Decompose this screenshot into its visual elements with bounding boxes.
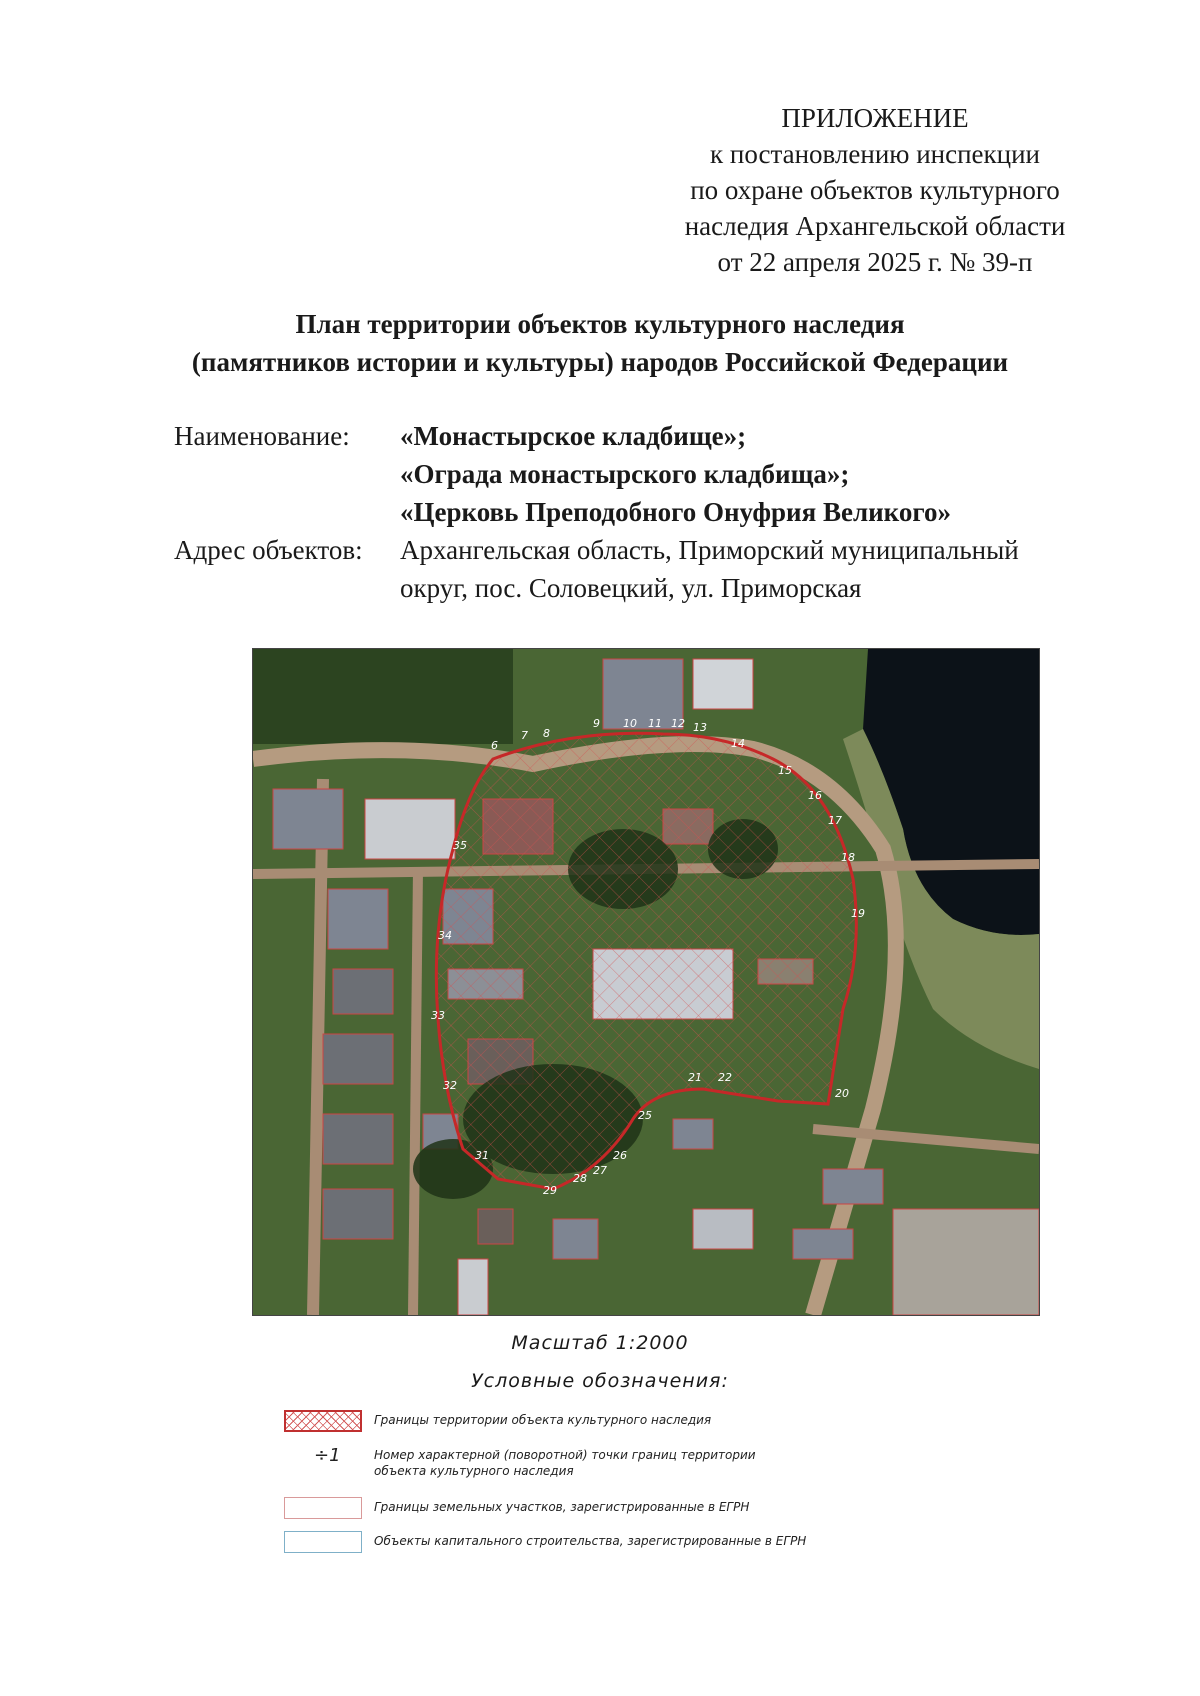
building — [553, 1219, 598, 1259]
legend-text: Границы территории объекта культурного наследия — [374, 1413, 712, 1427]
legend-text: объекта культурного наследия — [374, 1464, 574, 1478]
boundary-point: 22 — [718, 1071, 732, 1084]
boundary-point: 34 — [438, 929, 452, 942]
address-line: округ, пос. Соловецкий, ул. Приморская — [400, 573, 862, 603]
boundary-point: 21 — [688, 1071, 702, 1084]
boundary-point: 7 — [521, 729, 528, 742]
boundary-point: 9 — [593, 717, 600, 730]
map-scale: Масштаб 1:2000 — [511, 1332, 689, 1354]
boundary-point: 25 — [638, 1109, 652, 1122]
boundary-point: 11 — [648, 717, 662, 730]
appendix-line: по охране объектов культурного — [690, 175, 1060, 205]
forest-area — [253, 649, 513, 744]
object-name: «Ограда монастырского кладбища»; — [400, 459, 850, 489]
boundary-point: 16 — [808, 789, 822, 802]
building — [365, 799, 455, 859]
boundary-point: 32 — [443, 1079, 457, 1092]
boundary-point: 17 — [828, 814, 842, 827]
legend-text: Границы земельных участков, зарегистрированные в ЕГРН — [374, 1500, 750, 1514]
title-line: (памятников истории и культуры) народов Российской Федерации — [191, 347, 1009, 377]
building — [323, 1114, 393, 1164]
boundary-point: 13 — [693, 721, 707, 734]
capital-swatch — [284, 1531, 362, 1553]
building — [823, 1169, 883, 1204]
boundary-point: 28 — [573, 1172, 587, 1185]
building — [328, 889, 388, 949]
hatch-swatch — [284, 1410, 362, 1432]
building — [793, 1229, 853, 1259]
boundary-point: 15 — [778, 764, 792, 777]
title-line: План территории объектов культурного наследия — [295, 309, 905, 339]
parcel-swatch — [284, 1497, 362, 1519]
boundary-point: 8 — [543, 727, 550, 740]
building — [693, 659, 753, 709]
building — [323, 1034, 393, 1084]
appendix-header — [660, 100, 1090, 280]
building — [273, 789, 343, 849]
legend-title: Условные обозначения: — [471, 1370, 729, 1392]
appendix-title: ПРИЛОЖЕНИЕ — [781, 103, 969, 133]
address-line: Архангельская область, Приморский муниципальный — [400, 535, 1019, 565]
address-label: Адрес объектов: — [174, 535, 363, 565]
boundary-point: 19 — [851, 907, 865, 920]
appendix-line: наследия Архангельской области — [684, 211, 1066, 241]
boundary-point: 35 — [453, 839, 467, 852]
boundary-point: 12 — [671, 717, 685, 730]
boundary-point: 26 — [613, 1149, 627, 1162]
legend-text: Объекты капитального строительства, зарегистрированные в ЕГРН — [374, 1534, 807, 1548]
building — [478, 1209, 513, 1244]
name-label: Наименование: — [174, 421, 350, 451]
boundary-point: 18 — [841, 851, 855, 864]
object-name: «Монастырское кладбище»; — [400, 421, 747, 451]
boundary-point: 33 — [431, 1009, 445, 1022]
legend-text: Номер характерной (поворотной) точки границ территории — [374, 1448, 756, 1462]
building — [673, 1119, 713, 1149]
point-marker-icon: ÷1 — [314, 1445, 341, 1466]
road — [413, 869, 418, 1315]
map-canvas — [253, 649, 1039, 1315]
boundary-point: 29 — [543, 1184, 557, 1197]
building — [693, 1209, 753, 1249]
building — [893, 1209, 1039, 1315]
boundary-point: 31 — [475, 1149, 489, 1162]
document-title — [0, 305, 1200, 381]
boundary-point: 6 — [491, 739, 498, 752]
building — [458, 1259, 488, 1315]
building — [333, 969, 393, 1014]
boundary-point: 27 — [593, 1164, 607, 1177]
satellite-map — [252, 648, 1040, 1316]
building — [323, 1189, 393, 1239]
appendix-line: к постановлению инспекции — [710, 139, 1040, 169]
boundary-point: 14 — [731, 737, 745, 750]
boundary-point: 10 — [623, 717, 637, 730]
boundary-point: 20 — [835, 1087, 849, 1100]
appendix-date: от 22 апреля 2025 г. № 39-п — [717, 247, 1033, 277]
object-name: «Церковь Преподобного Онуфрия Великого» — [400, 497, 951, 527]
